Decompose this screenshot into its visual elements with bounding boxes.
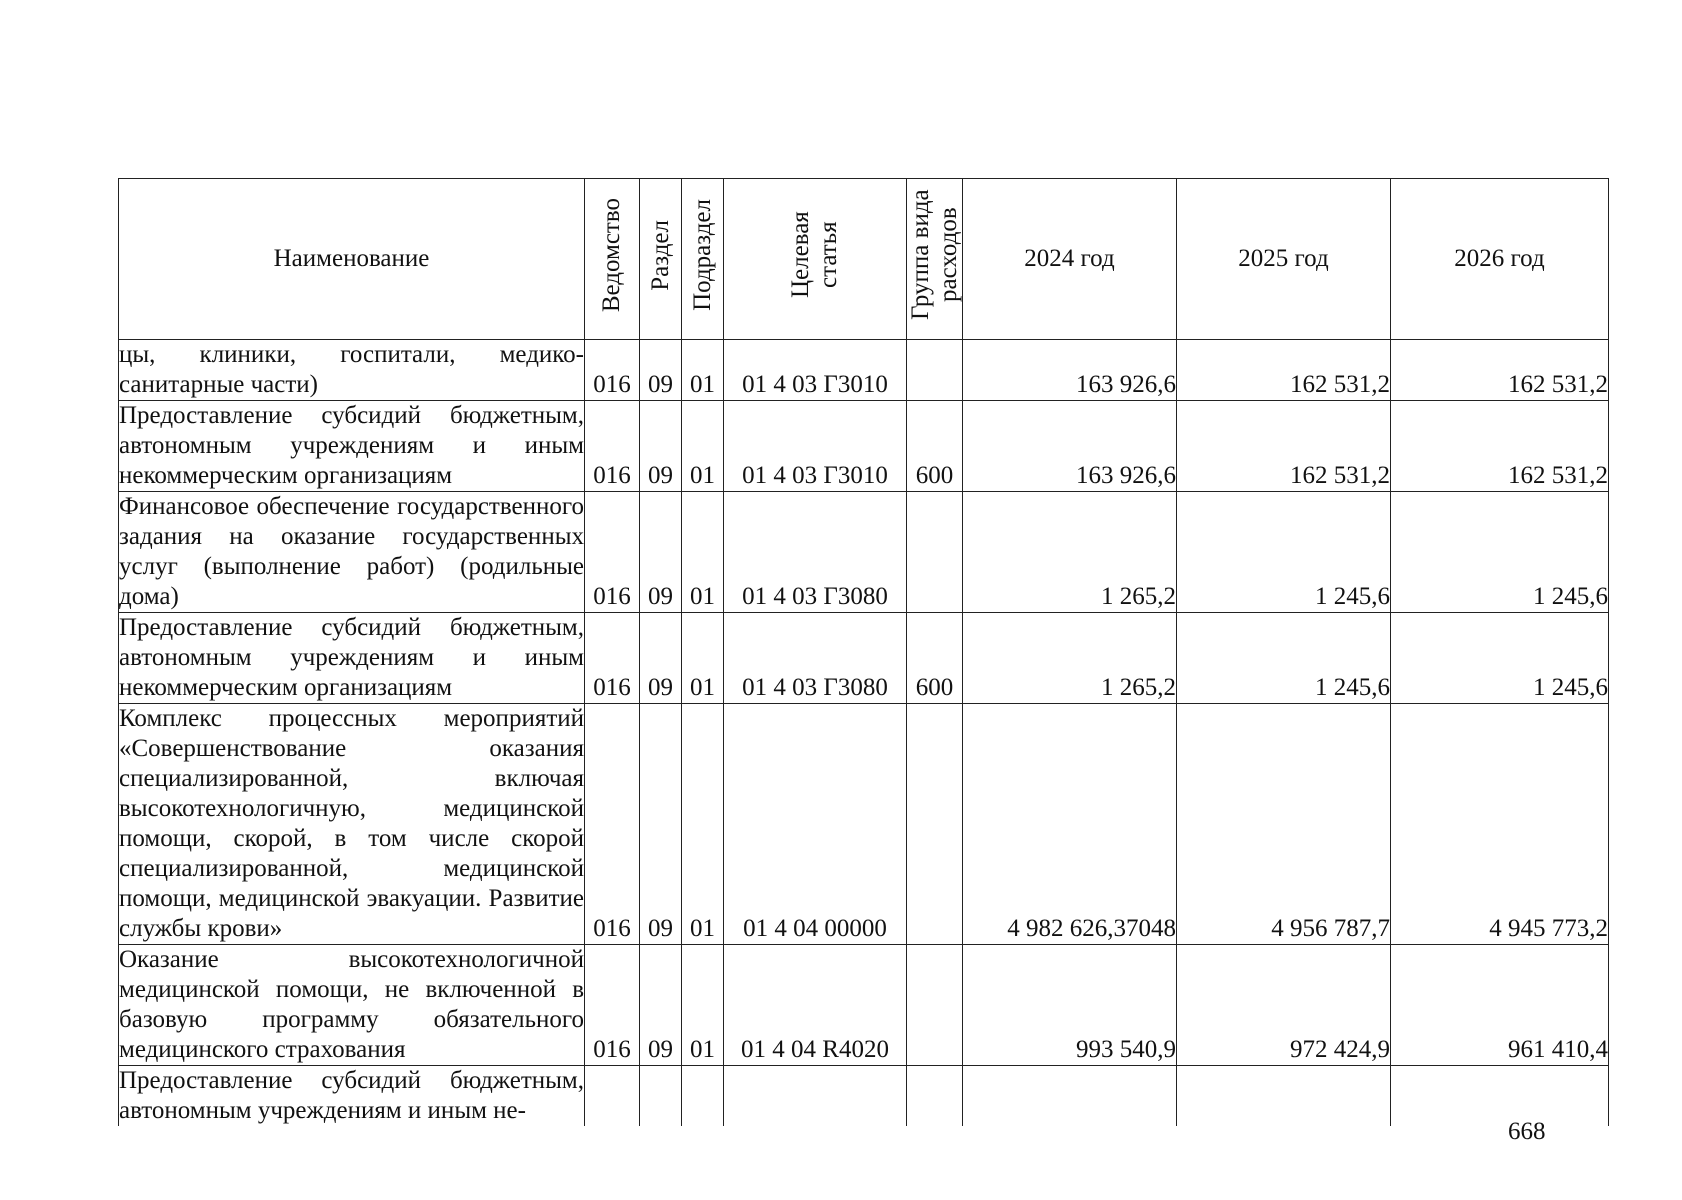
cell-name: Комплекс процессных мероприятий «Совершенствование оказания специализированной, включая высокотехнологичную, медицинской помощи, скорой, в том числе скорой специализированной, медицинской помощи, медицинской эвакуации. Развитие службы крови»: [119, 704, 585, 945]
cell-target: 01 4 03 Г3080: [724, 492, 907, 613]
cell-name: Оказание высокотехнологичной медицинской помощи, не включенной в базовую программу обязательного медицинского страхования: [119, 945, 585, 1066]
cell-group: 600: [907, 401, 963, 492]
cell-dept: 016: [585, 945, 640, 1066]
cell-subsection: 01: [682, 492, 724, 613]
table-row: [119, 613, 1609, 704]
header-expense-group: Группа вида расходов: [907, 179, 963, 340]
header-subsection: Подраздел: [682, 179, 724, 340]
table-body: [119, 340, 1609, 1127]
cell-y2024: 4 982 626,37048: [963, 704, 1177, 945]
cell-y2025: 4 956 787,7: [1177, 704, 1391, 945]
header-2026: 2026 год: [1391, 179, 1609, 340]
cell-target: 01 4 04 00000: [724, 704, 907, 945]
page-number: 668: [1508, 1118, 1546, 1145]
cell-subsection: 01: [682, 340, 724, 401]
cell-y2024: 1 265,2: [963, 613, 1177, 704]
table-row: [119, 1066, 1609, 1127]
cell-section: 09: [640, 613, 682, 704]
cell-y2025: 162 531,2: [1177, 401, 1391, 492]
cell-y2025: 972 424,9: [1177, 945, 1391, 1066]
header-2024: 2024 год: [963, 179, 1177, 340]
cell-y2025: 1 245,6: [1177, 492, 1391, 613]
cell-name: Предоставление субсидий бюджетным, автономным учреждениям и иным некоммерческим организациям: [119, 613, 585, 704]
cell-subsection: 01: [682, 945, 724, 1066]
cell-y2026: 162 531,2: [1391, 401, 1609, 492]
cell-group: 600: [907, 613, 963, 704]
table-row: [119, 492, 1609, 613]
cell-section: 09: [640, 704, 682, 945]
cell-section: 09: [640, 492, 682, 613]
cell-y2025: 1 245,6: [1177, 613, 1391, 704]
cell-y2026: 961 410,4: [1391, 945, 1609, 1066]
cell-y2026: 1 245,6: [1391, 492, 1609, 613]
cell-subsection: [682, 1066, 724, 1127]
cell-group: [907, 704, 963, 945]
cell-target: 01 4 04 R4020: [724, 945, 907, 1066]
cell-target: [724, 1066, 907, 1127]
header-2025: 2025 год: [1177, 179, 1391, 340]
cell-y2024: [963, 1066, 1177, 1127]
cell-y2025: 162 531,2: [1177, 340, 1391, 401]
cell-name: Предоставление субсидий бюджетным, автономным учреждениям и иным некоммерческим организациям: [119, 401, 585, 492]
cell-name: цы, клиники, госпитали, медико-санитарные части): [119, 340, 585, 401]
cell-subsection: 01: [682, 613, 724, 704]
table-row: [119, 401, 1609, 492]
cell-name: Финансовое обеспечение государственного задания на оказание государственных услуг (выполнение работ) (родильные дома): [119, 492, 585, 613]
cell-dept: 016: [585, 613, 640, 704]
budget-table-container: [118, 178, 1608, 1124]
cell-y2025: [1177, 1066, 1391, 1127]
cell-section: [640, 1066, 682, 1127]
cell-section: 09: [640, 401, 682, 492]
cell-dept: 016: [585, 340, 640, 401]
table-row: [119, 340, 1609, 401]
cell-y2026: [1391, 1066, 1609, 1127]
cell-y2024: 1 265,2: [963, 492, 1177, 613]
cell-y2026: 1 245,6: [1391, 613, 1609, 704]
cell-y2024: 163 926,6: [963, 340, 1177, 401]
cell-target: 01 4 03 Г3010: [724, 401, 907, 492]
cell-target: 01 4 03 Г3080: [724, 613, 907, 704]
cell-subsection: 01: [682, 401, 724, 492]
cell-group: [907, 945, 963, 1066]
budget-table: [118, 178, 1609, 1126]
cell-group: [907, 340, 963, 401]
cell-section: 09: [640, 340, 682, 401]
cell-section: 09: [640, 945, 682, 1066]
cell-dept: 016: [585, 492, 640, 613]
cell-name: Предоставление субсидий бюджетным, автономным учреждениям и иным не-: [119, 1067, 584, 1124]
cell-group: [907, 1066, 963, 1127]
cell-subsection: 01: [682, 704, 724, 945]
header-target: Целевая статья: [724, 179, 907, 340]
cell-dept: 016: [585, 401, 640, 492]
header-name: Наименование: [119, 179, 585, 340]
cell-y2026: 162 531,2: [1391, 340, 1609, 401]
cell-y2026: 4 945 773,2: [1391, 704, 1609, 945]
header-row: [119, 179, 1609, 340]
table-row: [119, 704, 1609, 945]
cell-y2024: 993 540,9: [963, 945, 1177, 1066]
table-row: [119, 945, 1609, 1066]
cell-group: [907, 492, 963, 613]
cell-y2024: 163 926,6: [963, 401, 1177, 492]
header-section: Раздел: [640, 179, 682, 340]
cell-dept: 016: [585, 704, 640, 945]
cell-dept: [585, 1066, 640, 1127]
cell-target: 01 4 03 Г3010: [724, 340, 907, 401]
header-dept: Ведомство: [585, 179, 640, 340]
